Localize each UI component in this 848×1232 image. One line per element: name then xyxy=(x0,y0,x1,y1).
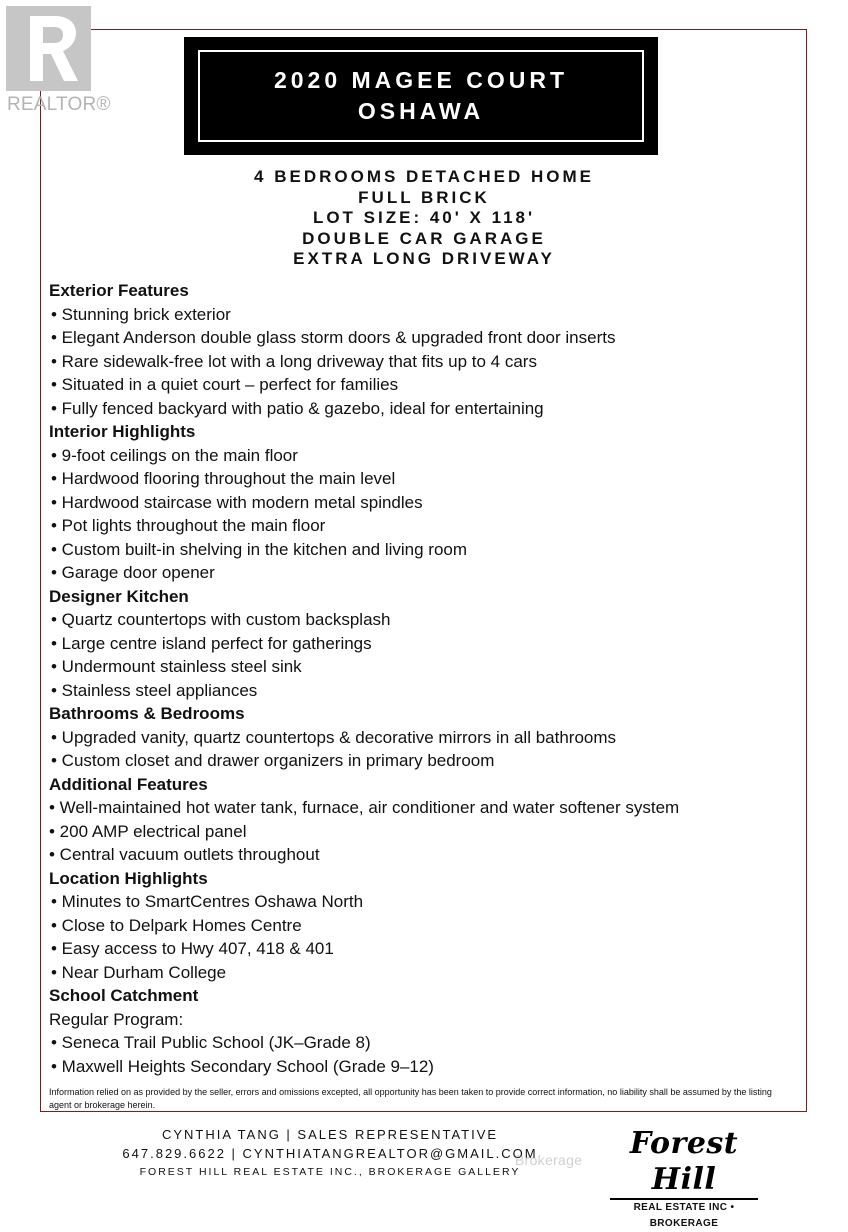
section-heading-kitchen: Designer Kitchen xyxy=(49,586,189,606)
brokerage-watermark: Brokerage xyxy=(515,1152,583,1168)
summary-bedrooms: 4 BEDROOMS DETACHED HOME xyxy=(254,167,594,186)
agent-footer xyxy=(100,1125,560,1182)
list-item: • 200 AMP electrical panel xyxy=(49,821,247,841)
list-item: • Central vacuum outlets throughout xyxy=(49,845,320,864)
disclaimer-text: Information relied on as provided by the seller, errors and omissions excepted, all opportunity has been taken to provide correct information, no liability shall be assumed by the listing agent or brokerage herein. xyxy=(49,1087,772,1110)
list-item: • Undermount stainless steel sink xyxy=(51,657,302,676)
forest-hill-logo xyxy=(608,1126,760,1229)
title-address: 2020 MAGEE COURT xyxy=(273,67,569,93)
list-item: • Pot lights throughout the main floor xyxy=(51,516,326,535)
section-heading-exterior: Exterior Features xyxy=(49,281,189,300)
logo-subtitle: REAL ESTATE INC • BROKERAGE xyxy=(633,1202,735,1229)
list-item: • Hardwood staircase with modern metal spindles xyxy=(51,492,423,512)
realtor-watermark xyxy=(3,3,111,118)
list-item: • Near Durham College xyxy=(51,962,227,982)
school-program-label: Regular Program: xyxy=(49,1009,184,1029)
logo-script-text: Forest Hill xyxy=(629,1126,739,1197)
title-city: OSHAWA xyxy=(357,98,485,124)
list-item: • 9-foot ceilings on the main floor xyxy=(51,445,298,465)
section-heading-bathrooms: Bathrooms & Bedrooms xyxy=(49,704,245,723)
summary-driveway: EXTRA LONG DRIVEWAY xyxy=(293,249,555,268)
feature-details xyxy=(49,279,794,1078)
list-item: • Fully fenced backyard with patio & gazebo, ideal for entertaining xyxy=(51,398,544,418)
list-item: • Situated in a quiet court – perfect for families xyxy=(51,375,399,394)
list-item: • Easy access to Hwy 407, 418 & 401 xyxy=(51,939,334,958)
list-item: • Large centre island perfect for gatherings xyxy=(51,633,372,653)
realtor-logo-icon xyxy=(6,6,91,91)
summary-garage: DOUBLE CAR GARAGE xyxy=(302,228,546,248)
list-item: • Well-maintained hot water tank, furnace, air conditioner and water softener system xyxy=(49,798,680,817)
list-item: • Quartz countertops with custom backsplash xyxy=(51,610,391,629)
list-item: • Rare sidewalk-free lot with a long driveway that fits up to 4 cars xyxy=(51,351,537,371)
brokerage-name: FOREST HILL REAL ESTATE INC., BROKERAGE GALLERY xyxy=(139,1166,521,1178)
section-heading-additional: Additional Features xyxy=(49,774,208,794)
list-item: • Maxwell Heights Secondary School (Grade 9–12) xyxy=(51,1056,434,1076)
list-item: • Upgraded vanity, quartz countertops & decorative mirrors in all bathrooms xyxy=(51,727,617,747)
list-item: • Stunning brick exterior xyxy=(51,304,231,324)
list-item: • Minutes to SmartCentres Oshawa North xyxy=(51,892,364,911)
summary-brick: FULL BRICK xyxy=(358,187,490,207)
list-item: • Close to Delpark Homes Centre xyxy=(51,915,302,935)
list-item: • Garage door opener xyxy=(51,563,215,582)
list-item: • Seneca Trail Public School (JK–Grade 8) xyxy=(51,1033,371,1052)
title-banner xyxy=(184,37,658,155)
title-inner-border xyxy=(198,50,644,142)
property-summary xyxy=(0,167,848,270)
list-item: • Elegant Anderson double glass storm doors & upgraded front door inserts xyxy=(51,328,616,347)
realtor-watermark-text: REALTOR® xyxy=(7,94,111,115)
summary-lot-size: LOT SIZE: 40' X 118' xyxy=(312,208,536,227)
list-item: • Stainless steel appliances xyxy=(51,680,258,700)
section-heading-interior: Interior Highlights xyxy=(49,422,196,441)
agent-contact: 647.829.6622 | CYNTHIATANGREALTOR@GMAIL.COM xyxy=(122,1146,538,1161)
agent-name: CYNTHIA TANG | SALES REPRESENTATIVE xyxy=(161,1127,499,1142)
list-item: • Custom built-in shelving in the kitchen and living room xyxy=(51,539,468,559)
list-item: • Hardwood flooring throughout the main level xyxy=(51,469,396,488)
section-heading-location: Location Highlights xyxy=(49,868,208,888)
list-item: • Custom closet and drawer organizers in primary bedroom xyxy=(51,751,495,770)
section-heading-school: School Catchment xyxy=(49,986,199,1005)
